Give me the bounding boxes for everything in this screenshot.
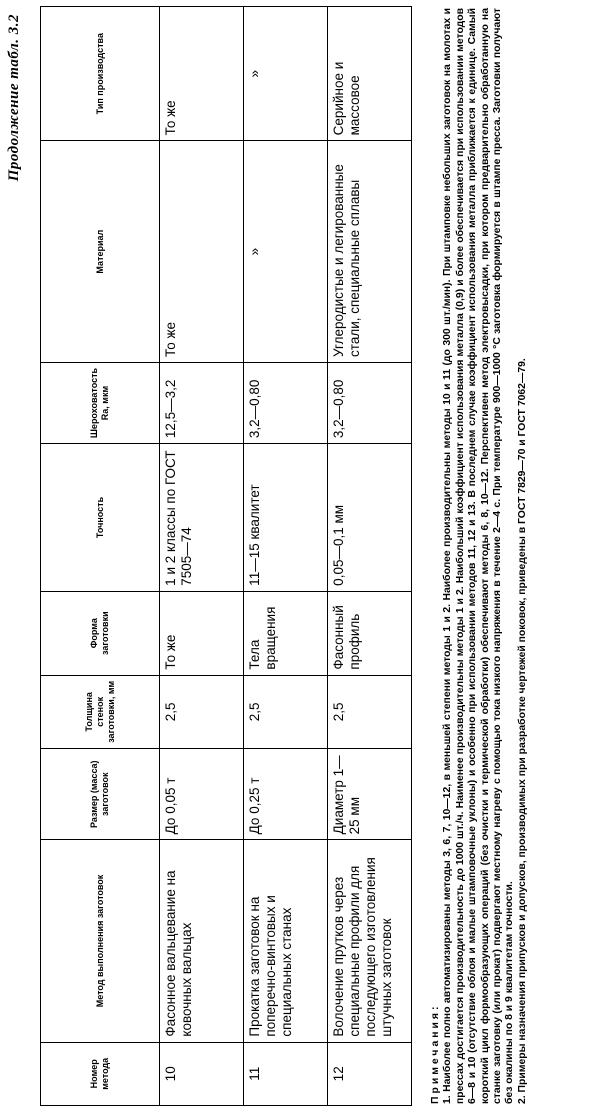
table-caption: Продолжение табл. 3.2 [6, 14, 22, 182]
header-cell: Толщина стенок заготовки, мм [41, 675, 160, 749]
table-cell: То же [160, 591, 244, 675]
table-row [160, 7, 244, 1106]
table-cell: Углеродистые и легированные стали, специальные сплавы [328, 141, 412, 363]
table-cell: 3,2—0,80 [244, 362, 328, 443]
table-cell: Серийное и массовое [328, 7, 412, 141]
table-cell: » [244, 7, 328, 141]
table-cell: 2,5 [160, 675, 244, 749]
header-cell: Метод выполнения заготовок [41, 840, 160, 1042]
table-cell: Прокатка заготовок на поперечно-винтовых и специальных станах [244, 840, 328, 1042]
notes-heading: Примечания: [430, 1003, 441, 1104]
table-cell: Волочение прутков через специальные профили для последующего изготовления штучных заготовок [328, 840, 412, 1042]
table-cell: » [244, 141, 328, 363]
table-cell: 11 [244, 1042, 328, 1105]
header-cell: Тип производства [41, 7, 160, 141]
table-cell: 12,5—3,2 [160, 362, 244, 443]
table-cell: 3,2—0,80 [328, 362, 412, 443]
table-cell: То же [160, 7, 244, 141]
note-item: 1. Наиболее полно автоматизированы методы 3, 6, 7, 10—12, в меньшей степени методы 1 и 2. Наиболее производительны методы 10 и 11 (до 300 шт./мин). При штамповке небольших заготовок на молотах и прессах достигается производительность до 1000 шт./ч. Наименее производительны методы 1 и 2. Наибольший коэффициент использования металла (0,9) и более обеспечивается при использовании методов 6—8 и 10 (отсутствие облоя и малые штамповочные уклоны) и особенно при использовании методов 11, 12 и 13. В последнем случае коэффициент использования металла приближается к единице. Самый короткий цикл формообразующих операций (без очистки и термической обработки) обеспечивают методы 6, 8, 10—12. Перспективен метод электровысадки, при котором предварительно обработанную на станке заготовку (или прокат) подвергают местному нагреву с помощью тока низкого напряжения в течение 2—4 с. При температуре 900—1000 °С заготовка формируется в штампе пресса. Заготовки получают без окалины по 8 и 9 квалитетам точности. [442, 8, 516, 1104]
table-cell: 12 [328, 1042, 412, 1105]
table-row [328, 7, 412, 1106]
data-table [40, 6, 412, 1106]
table-cell: До 0,25 т [244, 749, 328, 840]
table-cell: До 0,05 т [160, 749, 244, 840]
table-cell: Диаметр 1—25 мм [328, 749, 412, 840]
table-cell: 11—15 квалитет [244, 444, 328, 592]
header-cell: Размер (масса) заготовок [41, 749, 160, 840]
header-cell: Номер метода [41, 1042, 160, 1105]
header-cell: Шероховатость Ra, мкм [41, 362, 160, 443]
header-cell: Форма заготовки [41, 591, 160, 675]
table-cell: 2,5 [328, 675, 412, 749]
table-cell: 2,5 [244, 675, 328, 749]
table-row [244, 7, 328, 1106]
table-cell: 0,05—0,1 мм [328, 444, 412, 592]
table-cell: 1 и 2 классы по ГОСТ 7505—74 [160, 444, 244, 592]
header-row [41, 7, 160, 1106]
table-cell: То же [160, 141, 244, 363]
note-item: 2. Примеры назначения припусков и допусков, производимых при разработке чертежей поковок, приведены в ГОСТ 7829—70 и ГОСТ 7062—79. [516, 358, 528, 1104]
table-cell: Фасонное вальцевание на ковочных вальцах [160, 840, 244, 1042]
header-cell: Точность [41, 444, 160, 592]
table-cell: 10 [160, 1042, 244, 1105]
header-cell: Материал [41, 141, 160, 363]
table-cell: Тела вращения [244, 591, 328, 675]
notes-block [430, 8, 529, 1104]
table-cell: Фасонный профиль [328, 591, 412, 675]
